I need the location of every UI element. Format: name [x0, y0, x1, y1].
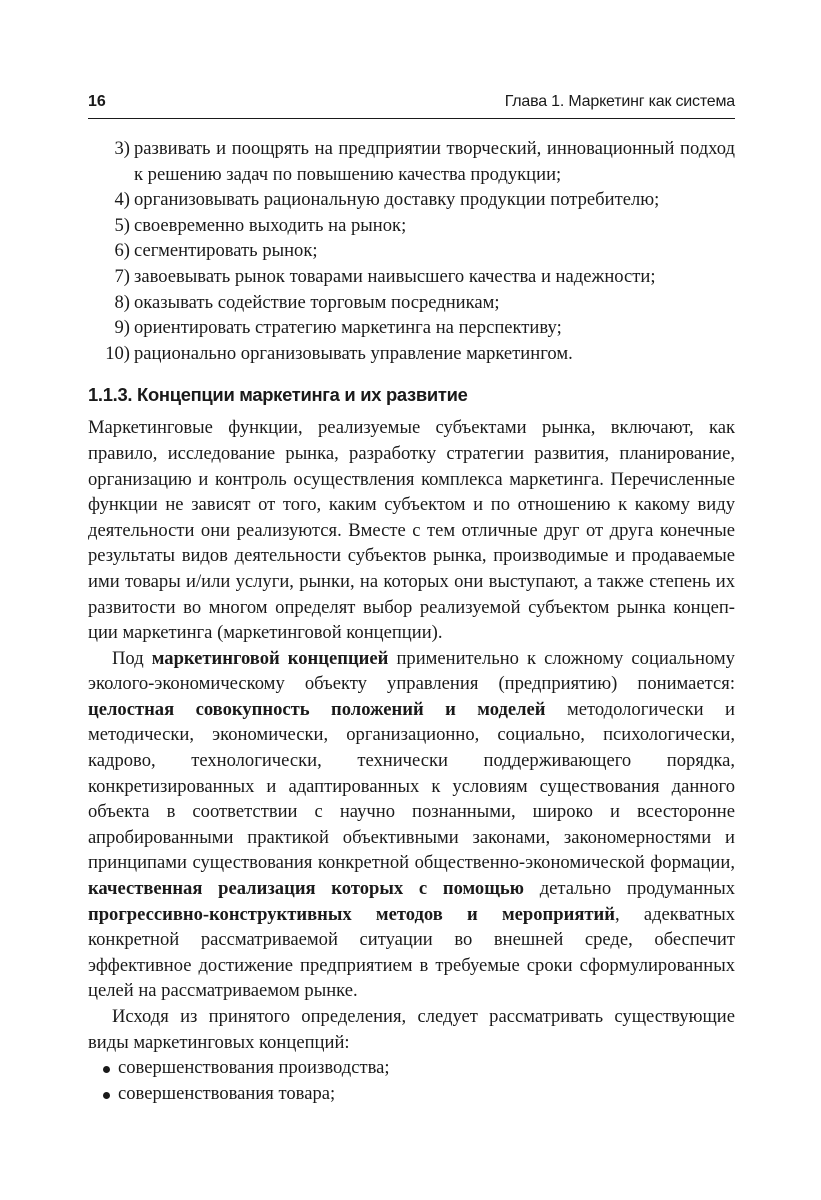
bullet-icon [103, 1092, 110, 1099]
list-item [88, 341, 735, 367]
list-item-number: 10) [105, 342, 130, 364]
list-item-text: оказывать содействие торговым посредникам; [134, 291, 500, 313]
emphasis-holistic-set: целостная совокупность положений и моделей [88, 698, 546, 720]
numbered-list [88, 136, 735, 366]
text-run: методологически и методически, экономически, организационно, социально, психологически, кадрово, технологически, технически поддерживающего порядка, конкретизированных и адаптированных к условиям существования данного объекта в соответствии с научно познанными, широко и всесторонне апробированными практикой объективными законами, закономерностями и принципами существования конкретной общественно-экономической формации, [88, 698, 735, 874]
paragraph-functions: Маркетинговые функции, реализуемые субъектами рынка, включают, как правило, исследование рынка, разработку стратегии развития, планирование, организацию и контроль осуществления комплекса маркетинга. Перечисленные функции не зависят от того, каким субъектом и по отношению к какому виду деятельности они реализуются. Вместе с тем отличные друг от друга конечные результаты видов деятельности субъектов рынка, производимые и продаваемые ими товары и/или услуги, рынки, на которых они выступают, а также степень их развитости во многом определят выбор реализуемой субъектом рынка концепции маркетинга (маркетинговой концепции). [88, 417, 735, 644]
list-item-number: 8) [114, 291, 130, 313]
list-item-number: 3) [114, 138, 130, 159]
list-item-number: 4) [114, 189, 130, 211]
list-item-text: своевременно выходить на рынок; [134, 214, 407, 236]
chapter-title: Глава 1. Маркетинг как система [504, 93, 735, 110]
list-item-text: ориентировать стратегию маркетинга на перспективу; [134, 317, 562, 339]
section-heading: 1.1.3. Концепции маркетинга и их развитие [88, 384, 468, 406]
list-item [88, 187, 735, 213]
page-body [88, 136, 735, 1106]
list-item [88, 290, 735, 316]
list-item-text: рационально организовывать управление маркетингом. [134, 342, 573, 364]
paragraph-concept-types: Исходя из принятого определения, следует рассматривать существующие виды маркетинговых концепций: [88, 1006, 735, 1053]
bullet-item [88, 1055, 735, 1081]
bullet-text: совершенствования производства; [118, 1057, 390, 1079]
list-item [88, 264, 735, 290]
list-item-number: 6) [114, 240, 130, 262]
term-marketing-concept: маркетинговой концепцией [151, 647, 389, 669]
page-number: 16 [88, 93, 106, 110]
list-item [88, 238, 735, 264]
emphasis-quality-implementation: качественная реализация которых с помощью [88, 878, 524, 900]
list-item-number: 9) [114, 317, 130, 339]
list-item [88, 315, 735, 341]
paragraph-definition [88, 646, 735, 1004]
text-run: , адекватных конкретной рассматриваемой ситуации во внешней среде, обеспечит эффективное достижение предприятием в требуемые сроки сформулированных целей на рассматриваемом рынке. [88, 903, 736, 1002]
text-run: применительно к сложному социальному эколого-экономическому объекту управления (предприятию) понимается: [88, 647, 735, 695]
bullet-text: совершенствования товара; [118, 1082, 336, 1104]
text-run: детально продуманных [523, 878, 735, 900]
list-item [88, 136, 735, 187]
list-item [88, 213, 735, 239]
list-item-text: организовывать рациональную доставку продукции потребителю; [134, 189, 660, 211]
bullet-item [88, 1081, 735, 1107]
list-item-number: 5) [114, 214, 130, 236]
emphasis-progressive-methods: прогрессивно-конструктивных методов и мероприятий [88, 903, 615, 925]
bullet-list [88, 1055, 735, 1106]
bullet-icon [103, 1066, 110, 1073]
list-item-number: 7) [114, 265, 130, 287]
text-run: Под [112, 647, 152, 669]
list-item-text: завоевывать рынок товарами наивысшего качества и надежности; [134, 265, 656, 287]
list-item-text: развивать и поощрять на предприятии творческий, инновационный подход к решению задач по повышению качества продукции; [134, 138, 735, 185]
running-head [88, 92, 735, 119]
list-item-text: сегментировать рынок; [134, 240, 318, 262]
